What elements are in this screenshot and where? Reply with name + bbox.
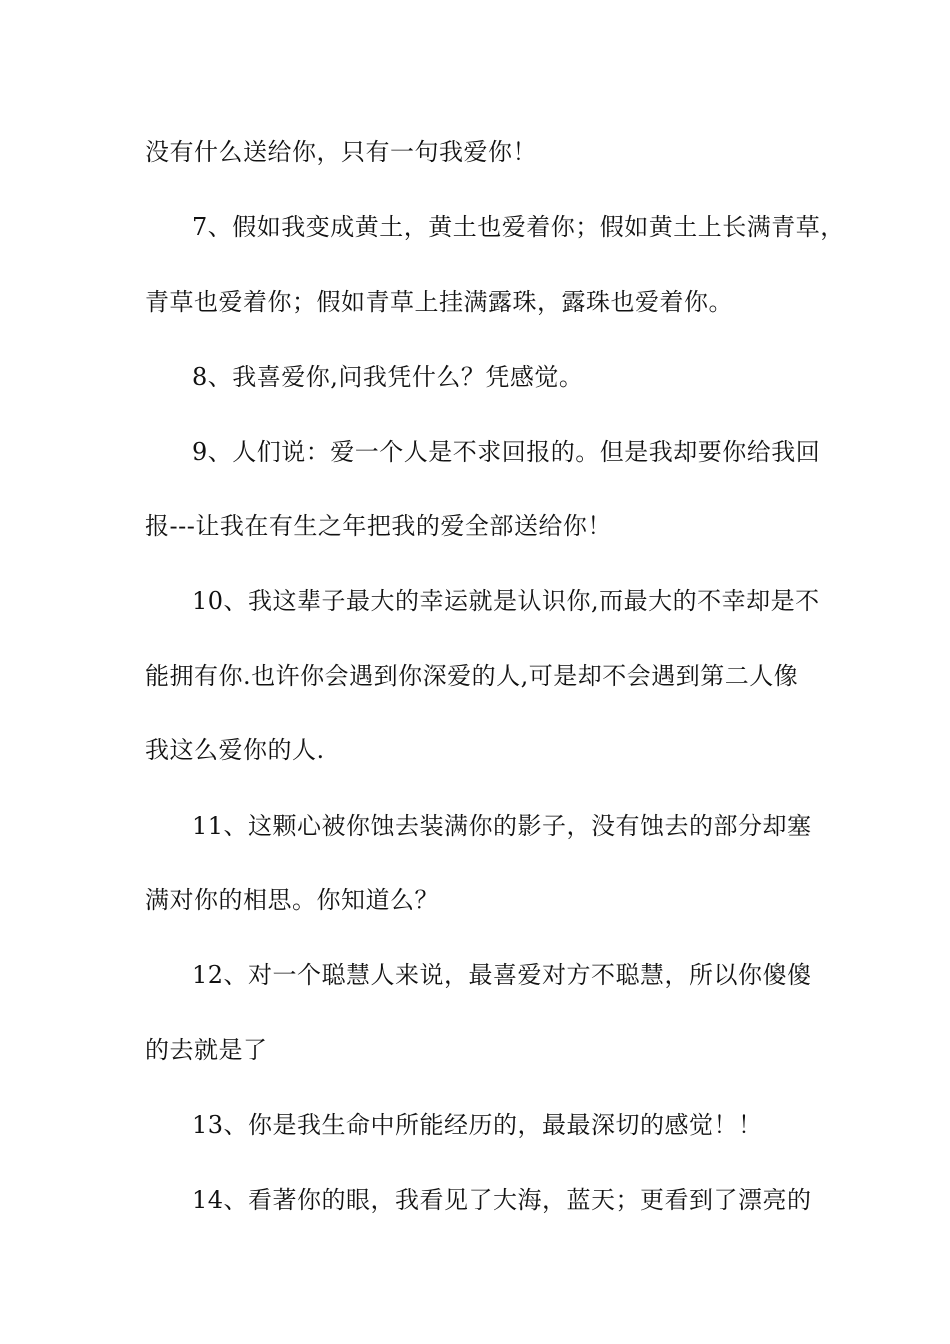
text-line: 14、看著你的眼，我看见了大海，蓝天；更看到了漂亮的 xyxy=(192,1186,812,1214)
text-line: 12、对一个聪慧人来说，最喜爱对方不聪慧，所以你傻傻 xyxy=(192,961,812,989)
text-line: 能拥有你.也许你会遇到你深爱的人,可是却不会遇到第二人像 xyxy=(145,662,799,690)
text-line: 的去就是了 xyxy=(145,1036,268,1064)
text-line: 13、你是我生命中所能经历的，最最深切的感觉！！ xyxy=(192,1111,763,1139)
text-line: 11、这颗心被你蚀去装满你的影子，没有蚀去的部分却塞 xyxy=(192,812,812,840)
text-line: 8、我喜爱你,问我凭什么？凭感觉。 xyxy=(192,363,584,391)
text-line: 满对你的相思。你知道么？ xyxy=(145,886,439,914)
text-line: 报---让我在有生之年把我的爱全部送给你！ xyxy=(145,512,612,540)
text-line: 我这么爱你的人. xyxy=(145,736,325,764)
text-line: 青草也爱着你；假如青草上挂满露珠，露珠也爱着你。 xyxy=(145,288,733,316)
text-line: 没有什么送给你，只有一句我爱你！ xyxy=(145,138,537,166)
text-line: 9、人们说：爱一个人是不求回报的。但是我却要你给我回 xyxy=(192,438,821,466)
text-line: 10、我这辈子最大的幸运就是认识你,而最大的不幸却是不 xyxy=(192,587,820,615)
text-line: 7、假如我变成黄土，黄土也爱着你；假如黄土上长满青草， xyxy=(192,213,845,241)
